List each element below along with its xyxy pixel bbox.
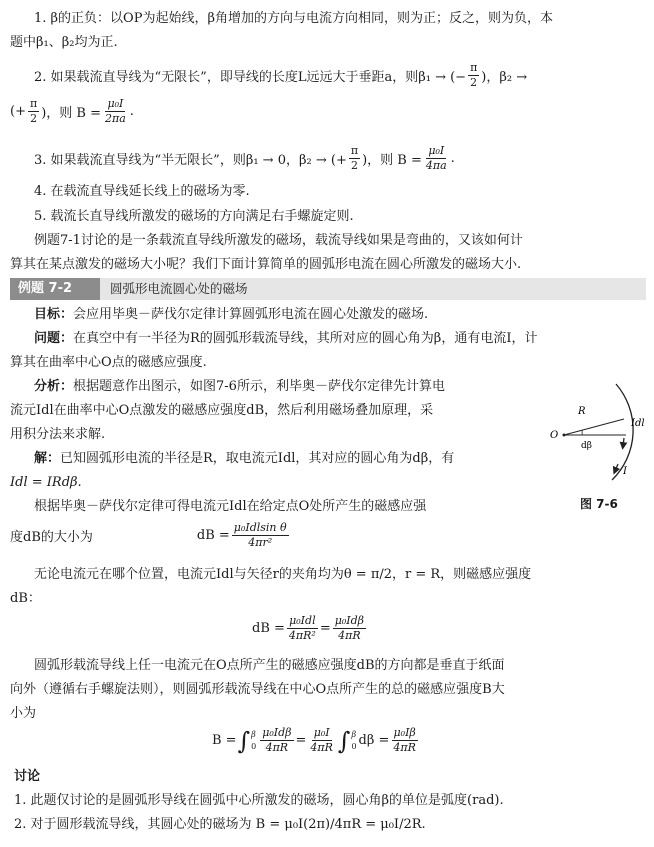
pi-over-2-fraction: $\frac{\pi}{2}$ — [29, 97, 38, 125]
lower-limit-2: 0 — [351, 741, 357, 751]
equation-3-fraction-3: $\frac{\text{μ₀Iβ}}{4\pi R}$ — [393, 726, 416, 754]
figure-7-6 — [548, 378, 653, 483]
solution-line-8: 向外（遵循右手螺旋法则），则圆弧形载流导线在中心O点所产生的总的磁感应强度B大 — [10, 682, 505, 697]
equation-2-fraction-2: $\frac{\text{μ₀Idβ}}{4\pi R}$ — [334, 614, 365, 642]
solution-line-4 — [10, 522, 291, 549]
integral-limits — [251, 729, 256, 753]
note-2-line-1 — [34, 62, 527, 89]
upper-limit-2: β — [351, 729, 357, 739]
discussion-item-1: 1. 此题仅讨论的是圆弧形导线在圆弧中心所激发的磁场，圆心角β的单位是弧度(rad). — [14, 793, 504, 808]
equation-3-fraction-2: $\frac{\text{μ₀I}}{4\pi R}$ — [310, 726, 333, 754]
radius-line-1 — [564, 419, 624, 435]
semi-infinite-wire-field-fraction: $\frac{\text{μ₀I}}{4\pi a}$ — [425, 144, 447, 172]
center-point — [563, 434, 566, 437]
note-3-end: . — [450, 151, 455, 166]
note-1-line-1: 1. β的正负：以OP为起始线，β角增加的方向与电流方向相同，则为正；反之，则为负，本 — [34, 11, 553, 26]
note-3-mid: )，则 B = — [362, 153, 422, 168]
solution-label: 解： — [34, 451, 61, 466]
pi-over-2-fraction: $\frac{\pi}{2}$ — [470, 61, 478, 89]
note-2-tail: )，β₂ → — [481, 70, 528, 85]
infinite-wire-field-fraction: $\frac{\text{μ₀I}}{2\pi a}$ — [105, 97, 126, 125]
integral-sign-2: ∫ — [337, 726, 351, 755]
equation-2 — [252, 615, 368, 642]
solution-line-7: 圆弧形载流导线上任一电流元在O点所产生的磁感应强度dB的方向都是垂直于纸面 — [34, 658, 505, 673]
integral-sign: ∫ — [237, 726, 251, 755]
question-label: 问题： — [34, 331, 74, 346]
equation-3-equals-1: = — [295, 733, 307, 748]
solution-line-2: Idl = IRdβ. — [10, 475, 82, 490]
note-2-pre: (+ — [10, 104, 26, 119]
note-1-line-2: 题中β₁、β₂均为正. — [10, 35, 118, 50]
note-2-line-2 — [10, 98, 134, 125]
current-direction-arrow — [615, 464, 618, 471]
figure-caption: 图 7-6 — [580, 497, 618, 511]
solution-line-5: 无论电流元在哪个位置，电流元Idl与矢径r的夹角均为θ = π/2，r = R，则磁感应强度 — [34, 567, 532, 582]
example-banner — [10, 278, 646, 300]
equation-2-lhs: dB = — [252, 621, 285, 636]
equation-3-fraction-1: $\frac{\text{μ₀Idβ}}{4\pi R}$ — [262, 726, 292, 754]
note-2-text: 2. 如果载流直导线为“无限长”，即导线的长度L远远大于垂距a，则β₁ → (− — [34, 70, 467, 85]
discussion-item-2: 2. 对于圆形载流导线，其圆心处的磁场为 B = μ₀I(2π)/4πR = μ₀I/2R. — [14, 817, 426, 832]
biot-savart-fraction: $\frac{\text{μ₀Idlsin θ}}{\text{4πr²}}$ — [233, 521, 287, 549]
question-line-2: 算其在曲率中心O点的磁感应强度. — [10, 355, 207, 370]
note-3-line — [34, 145, 455, 172]
analysis-text: 根据题意作出图示，如图7-6所示，利毕奥－萨伐尔定律先计算电 — [73, 379, 445, 394]
pi-over-2-fraction: $\frac{\pi}{2}$ — [350, 144, 359, 172]
solution-line-3: 根据毕奥－萨伐尔定律可得电流元Idl在给定点O处所产生的磁感应强 — [34, 499, 427, 514]
lower-limit: 0 — [251, 741, 257, 751]
note-4: 4. 在载流直导线延长线上的磁场为零. — [34, 184, 250, 199]
goal-line — [34, 306, 428, 323]
solution-line-1 — [34, 450, 454, 467]
question-text: 在真空中有一半径为R的圆弧形载流导线，其所对应的圆心角为β，通有电流I，计 — [73, 331, 538, 346]
discussion-heading: 讨论 — [14, 769, 41, 784]
equation-3-lhs: B = — [212, 733, 237, 748]
current-element-arrow — [623, 438, 624, 446]
solution-text: 已知圆弧形电流的半径是R，取电流元Idl，其对应的圆心角为dβ，有 — [60, 451, 455, 466]
example-tag: 例题 7-2 — [10, 278, 100, 300]
equation-3 — [212, 727, 420, 754]
analysis-line-1 — [34, 378, 445, 395]
goal-label: 目标： — [34, 307, 74, 322]
analysis-line-2: 流元Idl在曲率中心O点激发的磁感应强度dB，然后利用磁场叠加原理，采 — [10, 403, 434, 418]
label-Idl: Idl — [631, 418, 645, 429]
solution-line-9: 小为 — [10, 706, 37, 721]
equation-2-equals: = — [319, 621, 331, 636]
question-line-1 — [34, 330, 537, 347]
upper-limit: β — [251, 729, 256, 739]
label-O: O — [550, 430, 559, 441]
paragraph-line-1: 例题7-1讨论的是一条载流直导线所激发的磁场，载流导线如果是弯曲的，又该如何计 — [34, 233, 523, 248]
analysis-line-3: 用积分法来求解. — [10, 427, 106, 442]
goal-text: 会应用毕奥－萨伐尔定律计算圆弧形电流在圆心处激发的磁场. — [73, 307, 429, 322]
equation-3-dbeta: dβ = — [358, 733, 390, 748]
equation-1-lhs: dB = — [196, 528, 230, 543]
note-2-end: . — [129, 104, 134, 119]
label-dbeta: dβ — [581, 441, 592, 451]
note-3-text: 3. 如果载流直导线为“半无限长”，则β₁ → 0，β₂ → (+ — [34, 153, 347, 168]
solution-text-4: 度dB的大小为 — [10, 530, 93, 545]
integral-limits-2 — [351, 729, 356, 753]
solution-line-6: dB： — [10, 591, 41, 606]
equation-2-fraction-1: $\frac{\text{μ₀Idl}}{\text{4πR²}}$ — [288, 614, 316, 642]
label-I: I — [623, 466, 627, 477]
note-5: 5. 载流长直导线所激发的磁场的方向满足右手螺旋定则. — [34, 209, 354, 224]
note-2-mid: )，则 B = — [41, 106, 101, 121]
label-R: R — [578, 406, 586, 417]
paragraph-line-2: 算其在某点激发的磁场大小呢？我们下面计算简单的圆弧形电流在圆心所激发的磁场大小. — [10, 257, 522, 272]
example-title: 圆弧形电流圆心处的磁场 — [110, 281, 248, 296]
analysis-label: 分析： — [34, 379, 74, 394]
